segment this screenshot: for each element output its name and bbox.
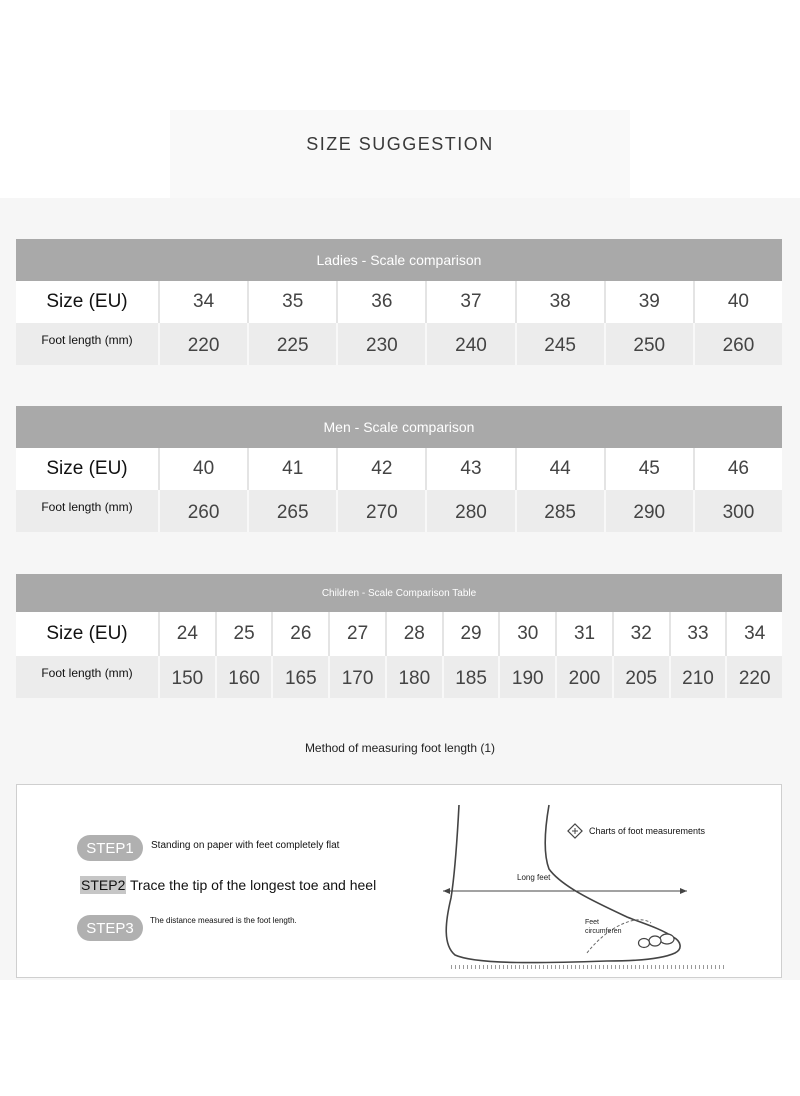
foot-length-cell: 260 <box>158 490 247 532</box>
ladies-size-table <box>16 239 782 365</box>
foot-length-cell: 245 <box>515 323 604 365</box>
toe <box>660 934 674 944</box>
size-row <box>16 612 782 656</box>
foot-length-cell: 240 <box>425 323 514 365</box>
table-header: Ladies - Scale comparison <box>16 239 782 281</box>
size-cell: 44 <box>515 448 604 490</box>
size-cell: 34 <box>158 281 247 323</box>
step2-badge: STEP2 <box>81 877 126 893</box>
chart-note <box>567 823 705 839</box>
size-cell: 36 <box>336 281 425 323</box>
size-cell: 40 <box>158 448 247 490</box>
chart-note-text: Charts of foot measurements <box>589 826 706 836</box>
size-cell: 37 <box>425 281 514 323</box>
size-cell: 30 <box>498 612 555 656</box>
step1-badge: STEP1 <box>77 835 143 861</box>
size-cell: 38 <box>515 281 604 323</box>
size-cell: 33 <box>669 612 726 656</box>
foot-length-cell: 170 <box>328 656 385 698</box>
table-header: Children - Scale Comparison Table <box>16 574 782 612</box>
foot-length-cell: 260 <box>693 323 782 365</box>
foot-length-label: Foot length (mm) <box>41 666 133 680</box>
feet-circumference-label-1: Feet <box>585 919 600 926</box>
size-cell: 39 <box>604 281 693 323</box>
foot-length-label: Foot length (mm) <box>41 500 133 514</box>
size-cell: 40 <box>693 281 782 323</box>
long-feet-label: Long feet <box>517 873 551 882</box>
title-band <box>170 110 630 200</box>
size-cell: 35 <box>247 281 336 323</box>
foot-length-cell: 150 <box>158 656 215 698</box>
foot-length-label: Foot length (mm) <box>41 333 133 347</box>
size-cells <box>158 281 782 323</box>
measurement-guide <box>16 784 782 978</box>
foot-length-row <box>16 490 782 532</box>
foot-length-cell: 270 <box>336 490 425 532</box>
arrow-head-right <box>680 888 687 894</box>
foot-length-cell: 280 <box>425 490 514 532</box>
size-cell: 32 <box>612 612 669 656</box>
step1-text: Standing on paper with feet completely flat <box>151 840 340 851</box>
size-label: Size (EU) <box>46 623 128 644</box>
step3-badge: STEP3 <box>77 915 143 941</box>
foot-length-row <box>16 656 782 698</box>
size-row <box>16 281 782 323</box>
foot-length-cell: 225 <box>247 323 336 365</box>
foot-length-cell: 205 <box>612 656 669 698</box>
size-label: Size (EU) <box>46 291 128 312</box>
size-cell: 43 <box>425 448 514 490</box>
method-title: Method of measuring foot length (1) <box>304 741 496 755</box>
size-row <box>16 448 782 490</box>
size-cell: 31 <box>555 612 612 656</box>
foot-length-cells <box>158 656 782 698</box>
step2-line <box>80 877 376 893</box>
foot-length-cell: 180 <box>385 656 442 698</box>
compass-icon <box>567 823 583 839</box>
size-cell: 34 <box>725 612 782 656</box>
foot-length-cell: 230 <box>336 323 425 365</box>
foot-length-cell: 190 <box>498 656 555 698</box>
foot-length-cell: 160 <box>215 656 272 698</box>
foot-length-row <box>16 323 782 365</box>
size-cells <box>158 612 782 656</box>
foot-length-cell: 220 <box>158 323 247 365</box>
foot-length-cell: 290 <box>604 490 693 532</box>
size-cell: 29 <box>442 612 499 656</box>
arrow-head-left <box>443 888 450 894</box>
toe <box>639 939 650 948</box>
foot-length-cell: 165 <box>271 656 328 698</box>
size-cell: 24 <box>158 612 215 656</box>
size-cell: 26 <box>271 612 328 656</box>
size-label: Size (EU) <box>46 458 128 479</box>
foot-length-cells <box>158 490 782 532</box>
size-cells <box>158 448 782 490</box>
foot-length-cells <box>158 323 782 365</box>
foot-length-cell: 200 <box>555 656 612 698</box>
men-size-table <box>16 406 782 532</box>
foot-length-cell: 220 <box>725 656 782 698</box>
foot-length-cell: 300 <box>693 490 782 532</box>
foot-length-cell: 185 <box>442 656 499 698</box>
size-cell: 45 <box>604 448 693 490</box>
size-cell: 28 <box>385 612 442 656</box>
size-cell: 27 <box>328 612 385 656</box>
page-title: SIZE SUGGESTION <box>306 134 494 154</box>
step3-text: The distance measured is the foot length. <box>150 916 297 925</box>
foot-length-cell: 250 <box>604 323 693 365</box>
size-cell: 25 <box>215 612 272 656</box>
table-header: Men - Scale comparison <box>16 406 782 448</box>
foot-length-cell: 265 <box>247 490 336 532</box>
toe <box>649 936 661 946</box>
feet-circumference-label-2: circumferen <box>585 928 622 935</box>
foot-length-cell: 285 <box>515 490 604 532</box>
foot-length-cell: 210 <box>669 656 726 698</box>
size-cell: 41 <box>247 448 336 490</box>
size-cell: 42 <box>336 448 425 490</box>
size-cell: 46 <box>693 448 782 490</box>
children-size-table <box>16 574 782 698</box>
step2-text: Trace the tip of the longest toe and heel <box>130 877 377 893</box>
